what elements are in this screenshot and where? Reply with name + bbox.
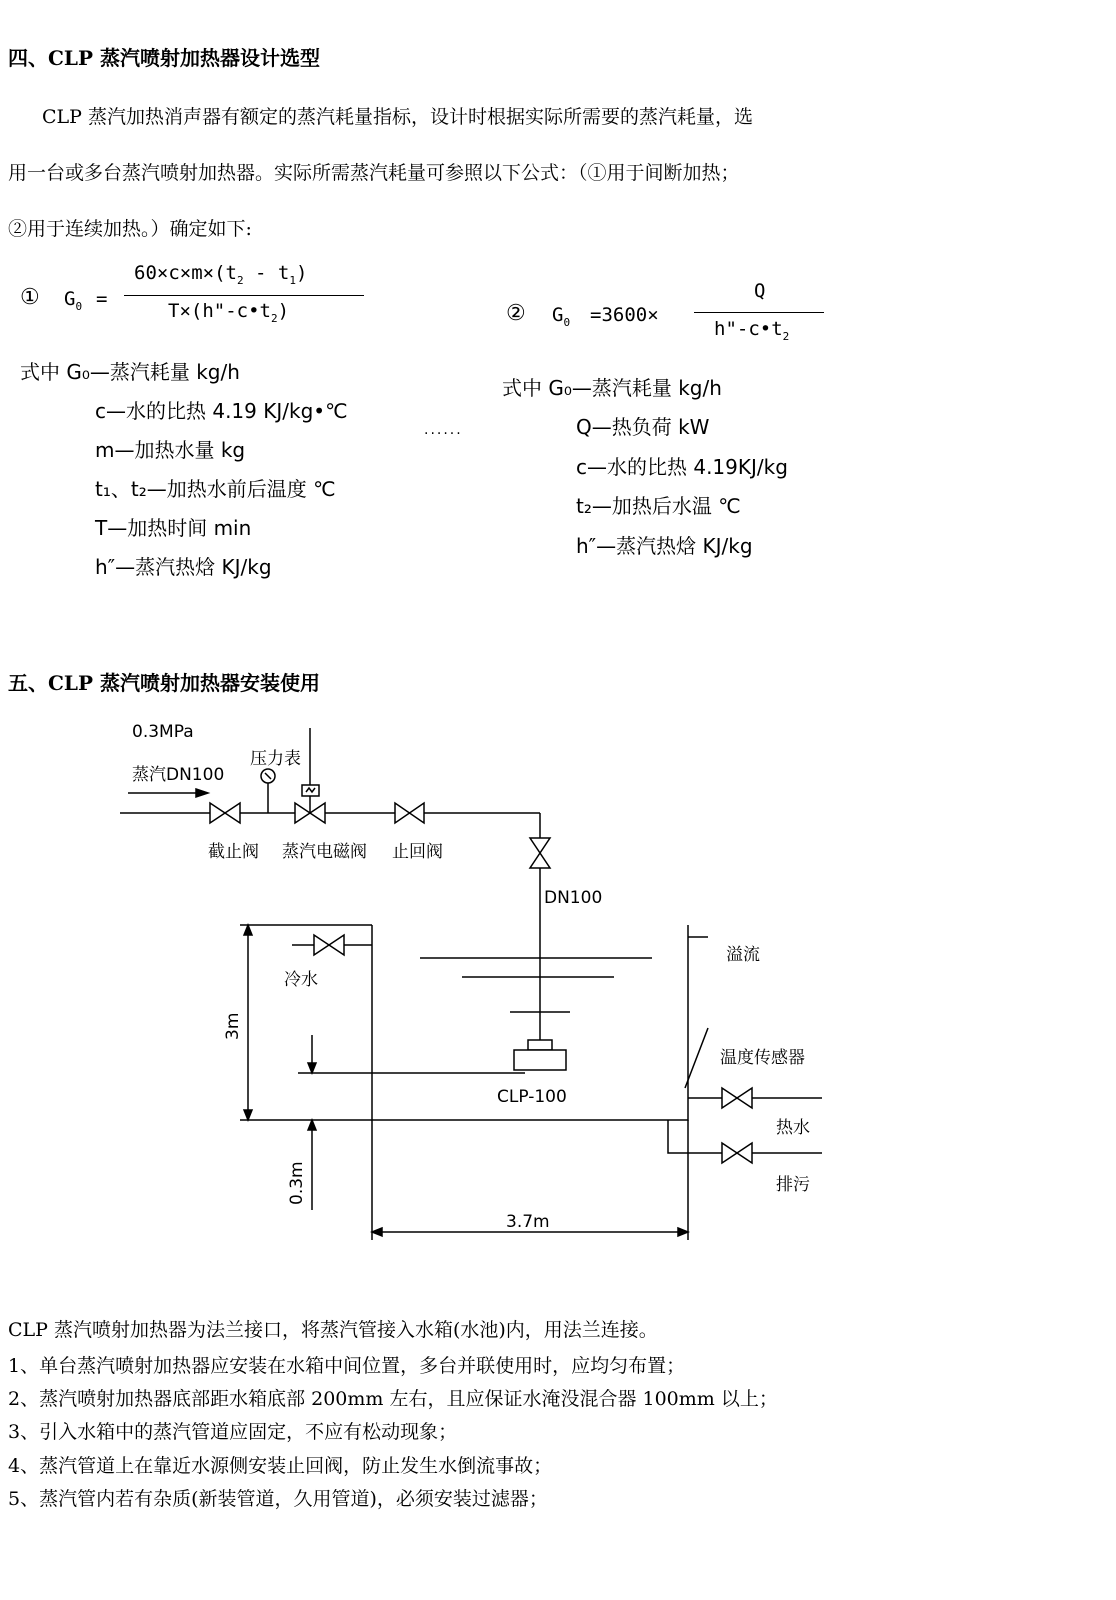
model-label: CLP-100 <box>497 1087 567 1107</box>
section4-paragraph-line2: 用一台或多台蒸汽喷射加热器。实际所需蒸汽耗量可参照以下公式：（①用于间断加热； <box>8 162 740 184</box>
formula-1-def-5: T—加热时间 min <box>95 516 252 540</box>
formula-2-def-2: Q—热负荷 kW <box>576 415 710 439</box>
pressure-gauge-label: 压力表 <box>250 749 301 769</box>
notes-item-4: 4、蒸汽管道上在靠近水源侧安装止回阀，防止发生水倒流事故； <box>8 1455 553 1477</box>
pressure-label: 0.3MPa <box>132 722 194 742</box>
formula-2-lhs: $G_0$ <box>552 304 571 329</box>
overflow-label: 溢流 <box>726 945 760 965</box>
clp-heater-body <box>514 1050 566 1070</box>
formula-1-def-2: c—水的比热 4.19 KJ/kg•℃ <box>95 399 348 423</box>
drain-valve-icon <box>722 1143 752 1163</box>
section4-paragraph-line3: ②用于连续加热。）确定如下: <box>8 218 252 240</box>
formula-1-numerator: $60\times c\times m\times(t_2 - t_1)$ <box>134 262 308 287</box>
cold-water-valve-icon <box>314 935 344 955</box>
dn-label: DN100 <box>544 888 603 908</box>
height-3m-label: 3m <box>223 1012 243 1040</box>
formula-2-def-4: t₂—加热后水温 ℃ <box>576 494 741 518</box>
formula-1-def-6: h″—蒸汽热焓 KJ/kg <box>95 555 272 579</box>
formula-2-coefficient: =3600× <box>590 304 659 326</box>
stop-valve-icon <box>210 803 240 823</box>
section4-paragraph-line1: CLP 蒸汽加热消声器有额定的蒸汽耗量指标，设计时根据实际所需要的蒸汽耗量，选 <box>42 106 753 128</box>
width-37m-label: 3.7m <box>506 1212 550 1232</box>
stop-valve-label: 截止阀 <box>208 842 259 862</box>
check-valve-icon <box>395 803 424 823</box>
formula-2-def-3: c—水的比热 4.19KJ/kg <box>576 455 788 479</box>
formula-1-equals: = <box>96 288 108 310</box>
check-valve-label: 止回阀 <box>392 842 443 862</box>
formula-1-lhs: $G_0$ <box>64 288 83 313</box>
formula-1-marker: ① <box>20 285 40 310</box>
notes-item-5: 5、蒸汽管内若有杂质(新装管道，久用管道)，必须安装过滤器； <box>8 1488 548 1510</box>
formula-2-numerator: Q <box>754 280 766 302</box>
notes-item-3: 3、引入水箱中的蒸汽管道应固定，不应有松动现象； <box>8 1421 458 1443</box>
hot-water-label: 热水 <box>776 1118 810 1138</box>
height-03m-label: 0.3m <box>287 1161 307 1205</box>
formula-1-def-3: m—加热水量 kg <box>95 438 246 462</box>
formula-2-denominator: $h"-c•t_2$ <box>714 318 790 343</box>
notes-item-1: 1、单台蒸汽喷射加热器应安装在水箱中间位置，多台并联使用时，应均匀布置； <box>8 1355 686 1377</box>
inlet-arrow-head <box>196 789 208 797</box>
temperature-sensor-label: 温度传感器 <box>720 1048 805 1068</box>
section4-heading: 四、CLP 蒸汽喷射加热器设计选型 <box>8 46 320 70</box>
notes-intro: CLP 蒸汽喷射加热器为法兰接口，将蒸汽管接入水箱(水池)内，用法兰连接。 <box>8 1319 658 1341</box>
notes-item-2: 2、蒸汽喷射加热器底部距水箱底部 200mm 左右，且应保证水淹没混合器 100mm 以上； <box>8 1388 778 1410</box>
formula-1-denominator: $T\times(h"-c•t_2)$ <box>168 300 290 325</box>
formula-2-def-1: 式中 G₀—蒸汽耗量 kg/h <box>502 376 722 400</box>
clp-heater-top <box>528 1040 552 1050</box>
drain-label: 排污 <box>776 1175 810 1195</box>
section5-heading: 五、CLP 蒸汽喷射加热器安装使用 <box>8 671 320 695</box>
cold-water-label: 冷水 <box>284 970 318 990</box>
formula-2-def-5: h″—蒸汽热焓 KJ/kg <box>576 534 753 558</box>
separator-dots: ······ <box>424 426 463 442</box>
solenoid-valve-label: 蒸汽电磁阀 <box>282 842 367 862</box>
steam-pipe-label: 蒸汽DN100 <box>132 765 225 785</box>
formula-1-def-1: 式中 G₀—蒸汽耗量 kg/h <box>20 360 240 384</box>
hot-water-valve-icon <box>722 1088 752 1108</box>
vertical-valve-icon <box>530 838 550 868</box>
formula-2-marker: ② <box>506 301 526 326</box>
formula-1-def-4: t₁、t₂—加热水前后温度 ℃ <box>95 477 336 501</box>
